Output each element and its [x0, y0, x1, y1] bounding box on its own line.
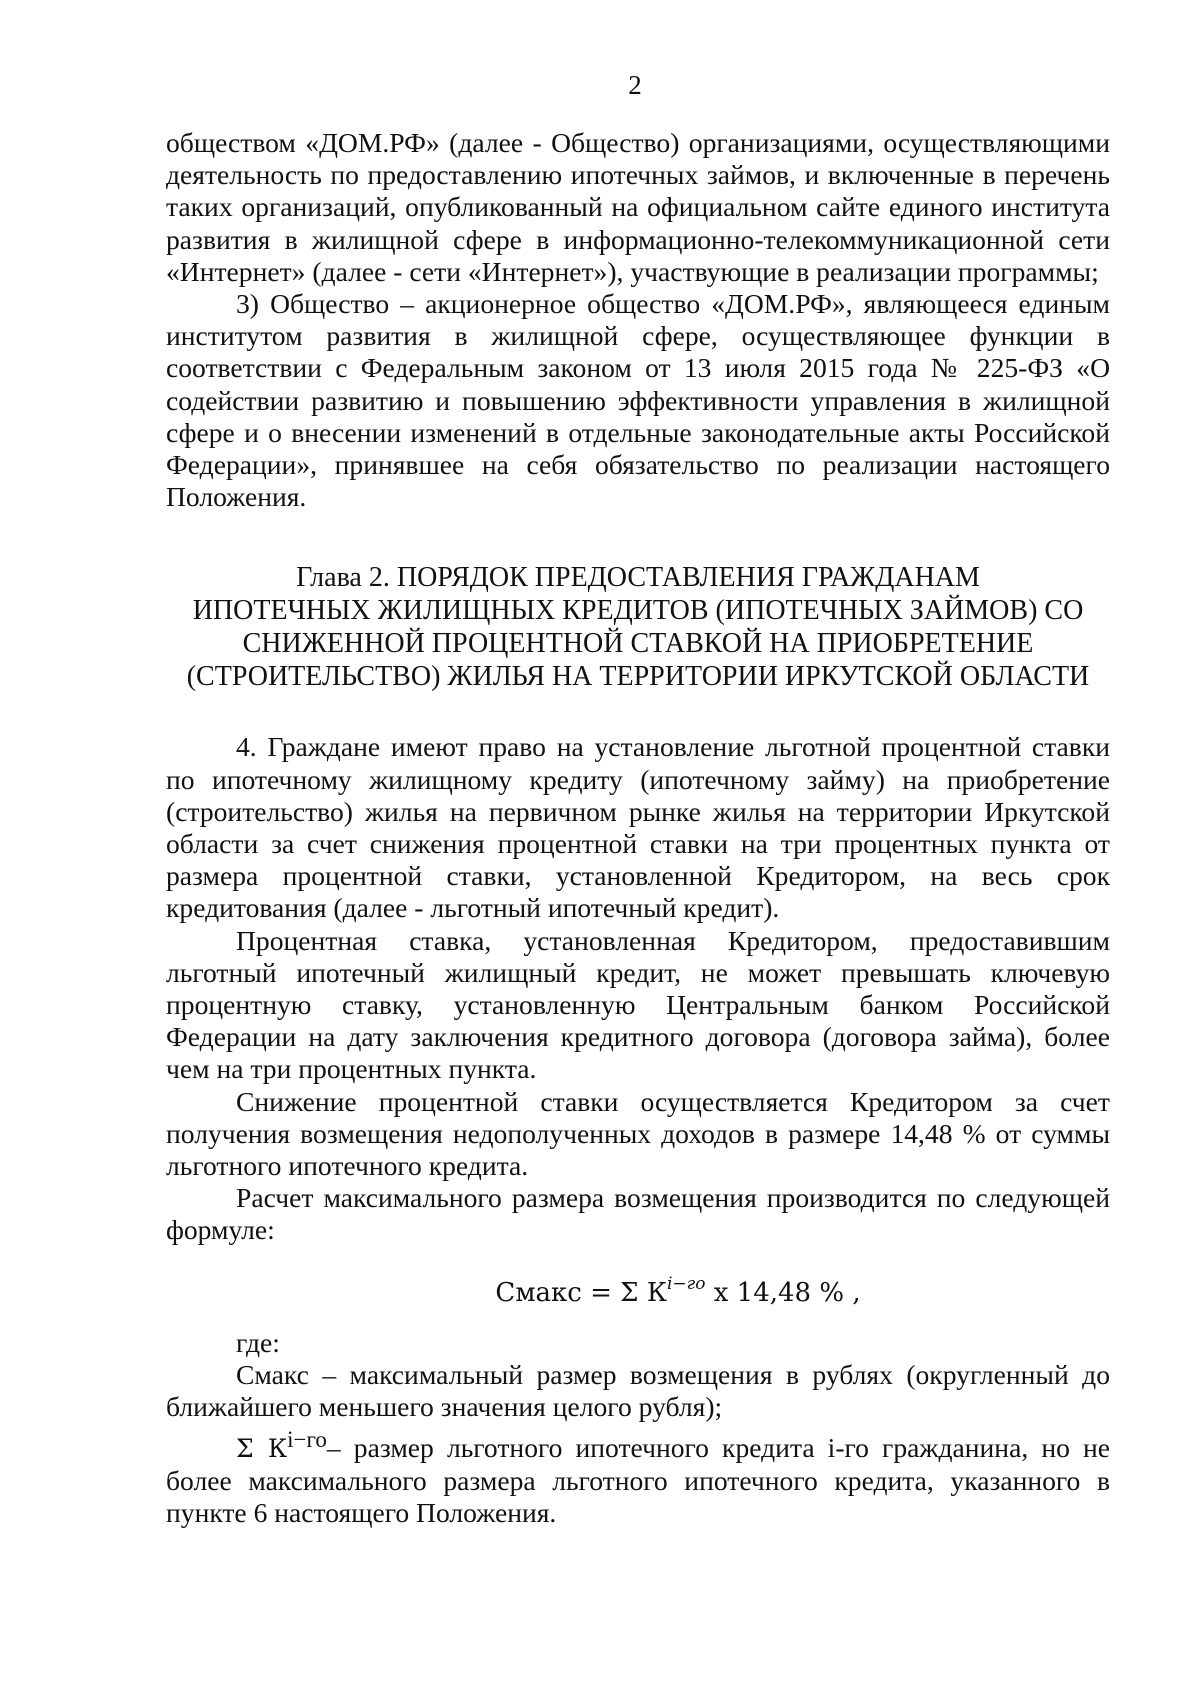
paragraph-clause-4: 4. Граждане имеют право на установление льготной процентной ставки по ипотечному жилищному кредиту (ипотечному займу) на приобретение (строительство) жилья на первичном рынке жилья на территории Иркутской области за счет снижения процентной ставки на три процентных пункта от размера процентной ставки, установленной Кредитором, на весь срок кредитования (далее - льготный ипотечный кредит). [166, 731, 1110, 924]
chapter-heading-line: СНИЖЕННОЙ ПРОЦЕНТНОЙ СТАВКОЙ НА ПРИОБРЕТЕНИЕ [242, 628, 1034, 660]
chapter-heading-line: (СТРОИТЕЛЬСТВО) ЖИЛЬЯ НА ТЕРРИТОРИИ ИРКУТСКОЙ ОБЛАСТИ [186, 661, 1090, 693]
compensation-formula [166, 1273, 1110, 1309]
definition-sum-k [166, 1424, 1110, 1530]
where-label: где: [236, 1326, 280, 1358]
document-body [166, 127, 1110, 1529]
chapter-heading [166, 561, 1110, 693]
chapter-heading-line: Глава 2. ПОРЯДОК ПРЕДОСТАВЛЕНИЯ ГРАЖДАНАМ [296, 562, 980, 594]
paragraph-rate-reduction: Снижение процентной ставки осуществляется Кредитором за счет получения возмещения недополученных доходов в размере 14,48 % от суммы льготного ипотечного кредита. [166, 1085, 1110, 1182]
paragraph-organizations: обществом «ДОМ.РФ» (далее - Общество) организациями, осуществляющими деятельность по предоставлению ипотечных займов, и включенные в перечень таких организаций, опубликованный на официальном сайте единого института развития в жилищной сфере в информационно-телекоммуникационной сети «Интернет» (далее - сети «Интернет»), участвующие в реализации программы; [166, 127, 1110, 287]
formula-lhs: Смакс = Σ К [495, 1277, 667, 1308]
formula-rhs: x 14,48 % , [705, 1277, 861, 1308]
paragraph-interest-rate-limit: Процентная ставка, установленная Кредитором, предоставившим льготный ипотечный жилищный кредит, не может превышать ключевую процентную ставку, установленную Центральным банком Российской Федерации на дату заключения кредитного договора (договора займа), более чем на три процентных пункта. [166, 924, 1110, 1085]
formula-superscript: i−го [666, 1273, 706, 1294]
page-number: 2 [628, 70, 642, 100]
sum-superscript: i−го [287, 1426, 327, 1452]
chapter-heading-line: ИПОТЕЧНЫХ ЖИЛИЩНЫХ КРЕДИТОВ (ИПОТЕЧНЫХ ЗАЙМОВ) СО [192, 595, 1084, 627]
definition-sum-text: – размер льготного ипотечного кредита i-го гражданина, но не более максимального размера льготного ипотечного кредита, указанного в пункте 6 настоящего Положения. [166, 1431, 1110, 1529]
sum-symbol: Σ К [236, 1433, 288, 1463]
definition-smax: Смакс – максимальный размер возмещения в рублях (округленный до ближайшего меньшего значения целого рубля); [166, 1359, 1110, 1423]
paragraph-formula-intro: Расчет максимального размера возмещения производится по следующей формуле: [166, 1182, 1110, 1246]
paragraph-society-definition: 3) Общество – акционерное общество «ДОМ.РФ», являющееся единым институтом развития в жилищной сфере, осуществляющее функции в соответствии с Федеральным законом от 13 июля 2015 года № 225-ФЗ «О содействии развитию и повышению эффективности управления в жилищной сфере и о внесении изменений в отдельные законодательные акты Российской Федерации», принявшее на себя обязательство по реализации настоящего Положения. [166, 288, 1110, 513]
